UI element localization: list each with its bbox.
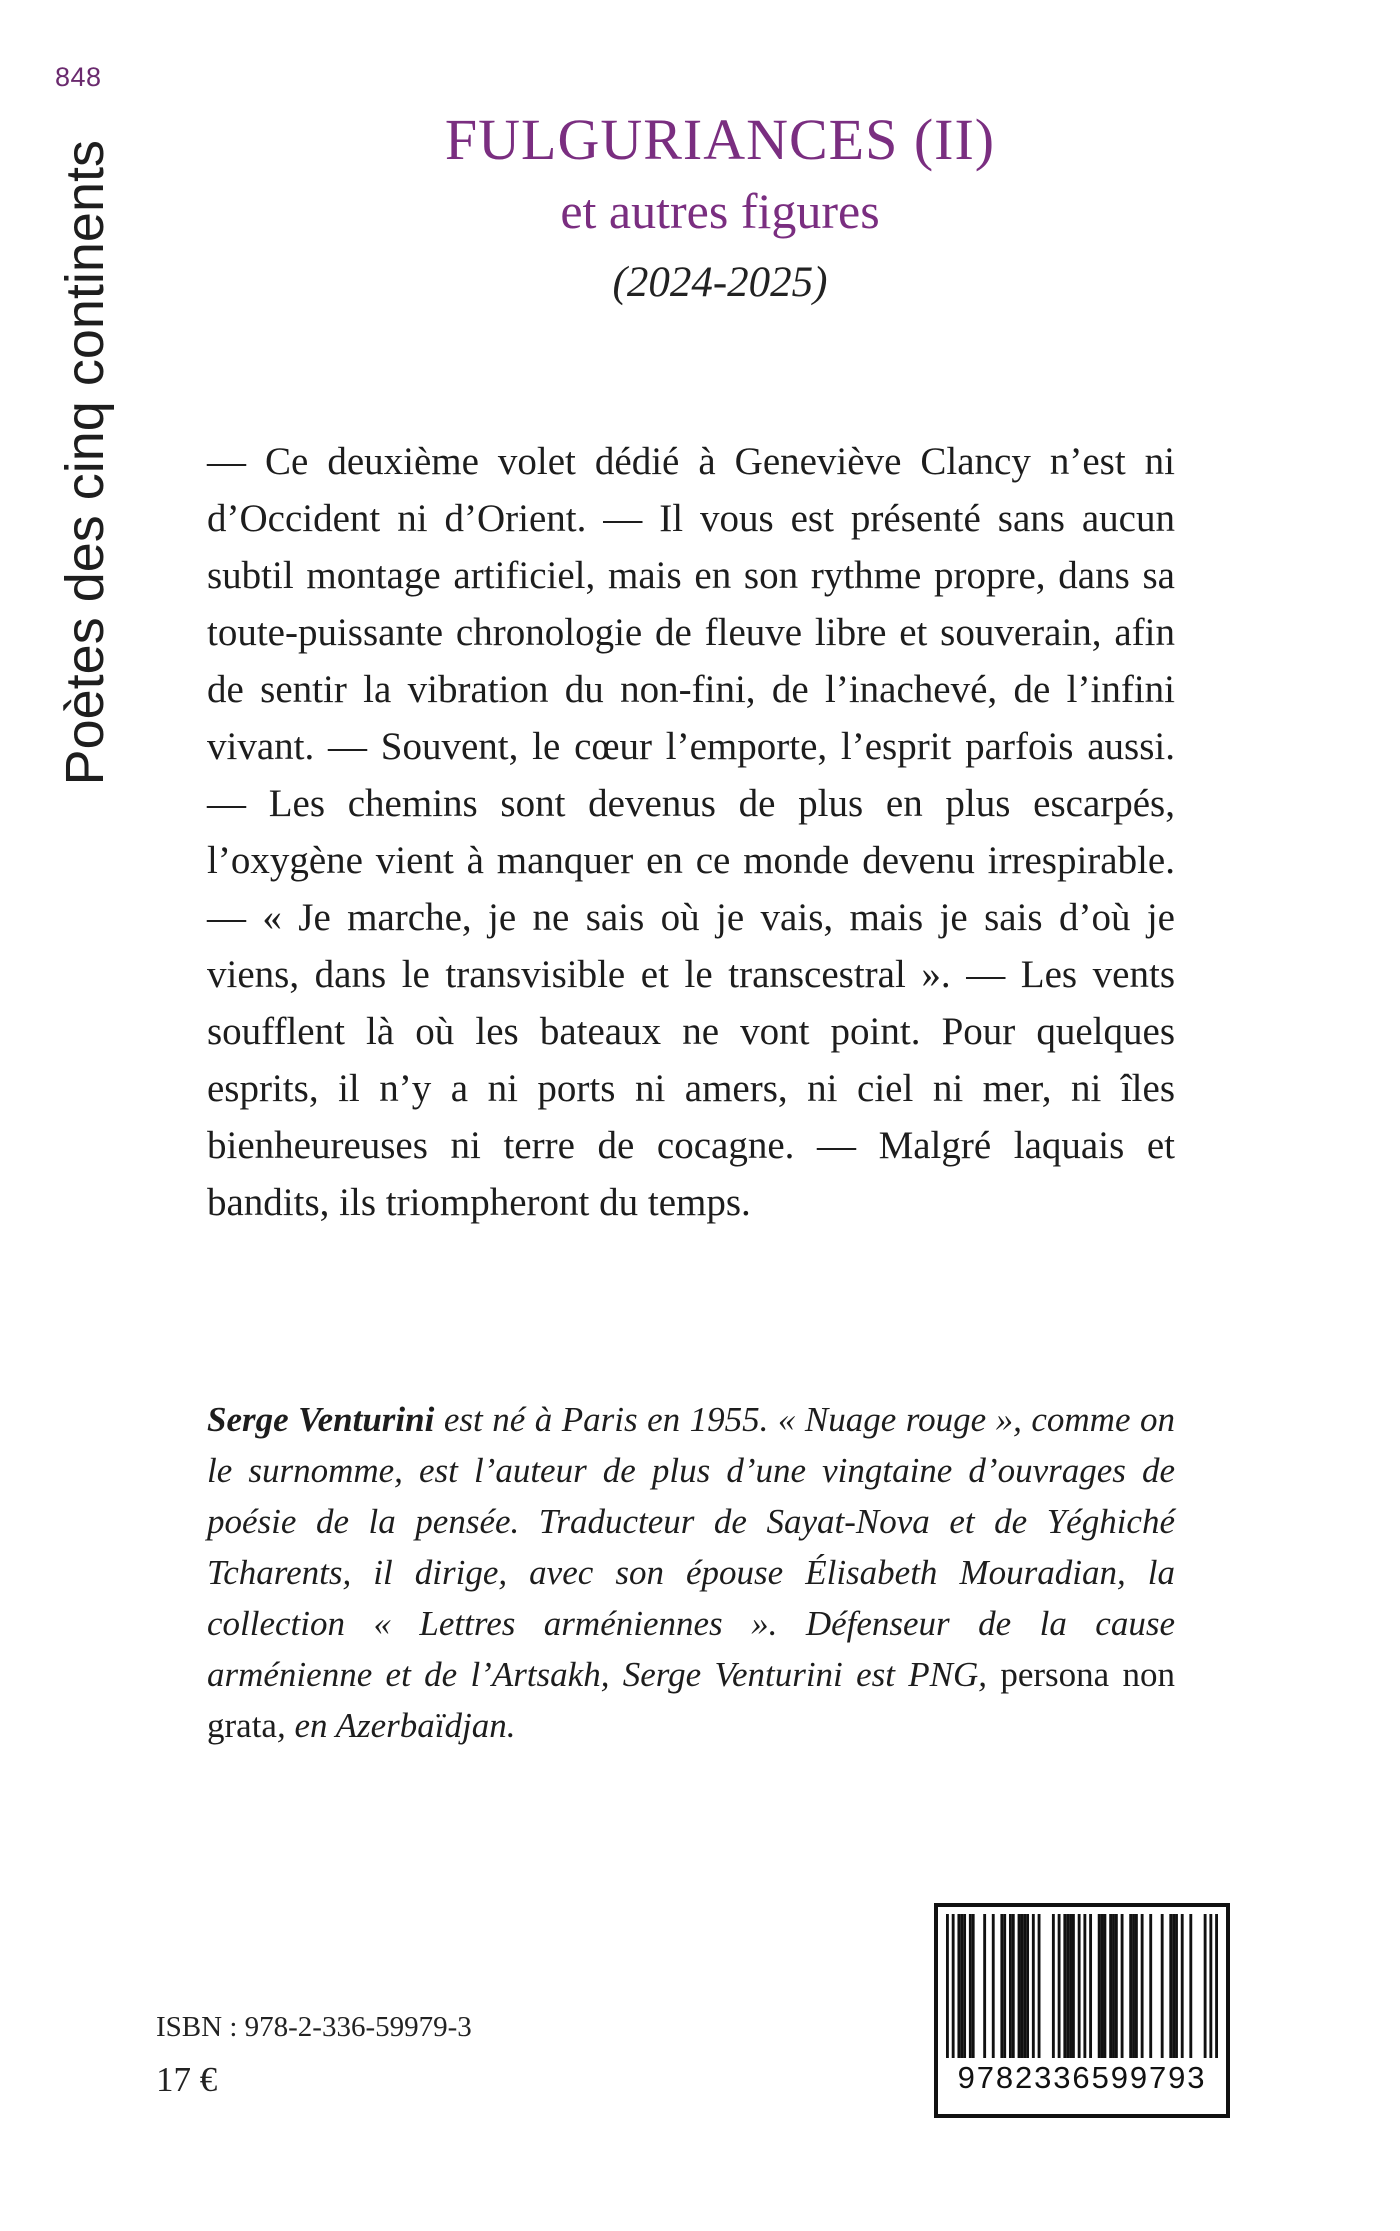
barcode-bar: [1018, 1914, 1021, 2058]
bio-text-after: , en Azerbaïdjan.: [276, 1706, 516, 1745]
barcode-bar: [1149, 1914, 1152, 2058]
barcode-bar: [1098, 1914, 1101, 2058]
barcode-bar: [1175, 1914, 1178, 2058]
barcode-bar: [1172, 1914, 1175, 2058]
barcode-bar: [957, 1914, 960, 2058]
barcode-bar: [983, 1914, 986, 2058]
barcode-bar: [1066, 1914, 1069, 2058]
barcode-bar: [1012, 1914, 1015, 2058]
author-bio: [207, 1394, 1175, 1751]
bio-text-before: est né à Paris en 1955. « Nuage rouge », comme on le surnomme, est l’auteur de plus d’une vingtaine d’ouvrages de poésie de la pensée. Traducteur de Sayat-Nova et de Yéghiché Tcharents, il dirige, avec son épouse Élisabeth Mouradian, la collection « Lettres arméniennes ». Défenseur de la cause arménienne et de l’Artsakh, Serge Venturini est PNG,: [207, 1400, 1175, 1694]
barcode-bar: [1038, 1914, 1041, 2058]
barcode-bar: [1069, 1914, 1072, 2058]
barcode-bar: [1112, 1914, 1115, 2058]
bio-upright-text: persona non grata: [207, 1655, 1175, 1745]
series-name-spine: [45, 140, 125, 860]
barcode-bar: [946, 1914, 949, 2058]
blurb-paragraph: — Ce deuxième volet dédié à Geneviève Clancy n’est ni d’Occident ni d’Orient. — Il vous est présenté sans aucun subtil montage artificiel, mais en son rythme propre, dans sa toute-puissante chronologie de fleuve libre et souverain, afin de sentir la vibration du non-fini, de l’inachevé, de l’infini vivant. — Souvent, le cœur l’emporte, l’esprit parfois aussi. — Les chemins sont devenus de plus en plus escarpés, l’oxygène vient à manquer en ce monde devenu irrespirable. — « Je marche, je ne sais où je vais, mais je sais d’où je viens, dans le transvisible et le transcestral ». — Les vents soufflent là où les bateaux ne vont point. Pour quelques esprits, il n’y a ni ports ni amers, ni ciel ni mer, ni îles bienheureuses ni terre de cocagne. — Malgré laquais et bandits, ils triompheront du temps.: [207, 440, 1175, 1224]
barcode-bar: [1020, 1914, 1023, 2058]
title-block: [300, 105, 1140, 319]
book-title: FULGURIANCES (II): [444, 107, 996, 172]
barcode-bar: [969, 1914, 972, 2058]
barcode-bars-icon: [946, 1914, 1218, 2058]
isbn-label: ISBN : 978-2-336-59979-3: [156, 2011, 472, 2043]
barcode-bar: [1204, 1914, 1207, 2058]
book-subtitle: et autres figures: [560, 183, 880, 239]
barcode-bar: [960, 1914, 963, 2058]
barcode-bar: [1032, 1914, 1035, 2058]
barcode-bar: [1209, 1914, 1212, 2058]
author-name: Serge Venturini: [207, 1400, 435, 1439]
barcode-bar: [1003, 1914, 1006, 2058]
barcode-bar: [1129, 1914, 1132, 2058]
barcode-bar: [1132, 1914, 1135, 2058]
series-number: 848: [55, 62, 102, 92]
barcode: [934, 1903, 1230, 2118]
price-label: 17 €: [156, 2060, 218, 2099]
barcode-bar: [1103, 1914, 1106, 2058]
barcode-digits: 9782336599793: [957, 2060, 1207, 2095]
barcode-bar: [992, 1914, 995, 2058]
barcode-bar: [1000, 1914, 1003, 2058]
barcode-bar: [1058, 1914, 1061, 2058]
barcode-bar: [1101, 1914, 1104, 2058]
barcode-bar: [1169, 1914, 1172, 2058]
barcode-bar: [1215, 1914, 1218, 2058]
barcode-bar: [1189, 1914, 1192, 2058]
barcode-bar: [1115, 1914, 1118, 2058]
barcode-bar: [1078, 1914, 1081, 2058]
barcode-bar: [952, 1914, 955, 2058]
barcode-bar: [1026, 1914, 1029, 2058]
barcode-bar: [1023, 1914, 1026, 2058]
barcode-bar: [1083, 1914, 1086, 2058]
series-name: Poètes des cinq continents: [55, 140, 115, 786]
barcode-bar: [963, 1914, 966, 2058]
barcode-bar: [1141, 1914, 1144, 2058]
barcode-bar: [1121, 1914, 1124, 2058]
barcode-bar: [1009, 1914, 1012, 2058]
barcode-bar: [1063, 1914, 1066, 2058]
barcode-bar: [1109, 1914, 1112, 2058]
barcode-bar: [972, 1914, 975, 2058]
barcode-bar: [1072, 1914, 1075, 2058]
barcode-bar: [1052, 1914, 1055, 2058]
book-years: (2024-2025): [612, 259, 828, 306]
barcode-bar: [1161, 1914, 1164, 2058]
barcode-bar: [1181, 1914, 1184, 2058]
barcode-bar: [1135, 1914, 1138, 2058]
barcode-bar: [1089, 1914, 1092, 2058]
